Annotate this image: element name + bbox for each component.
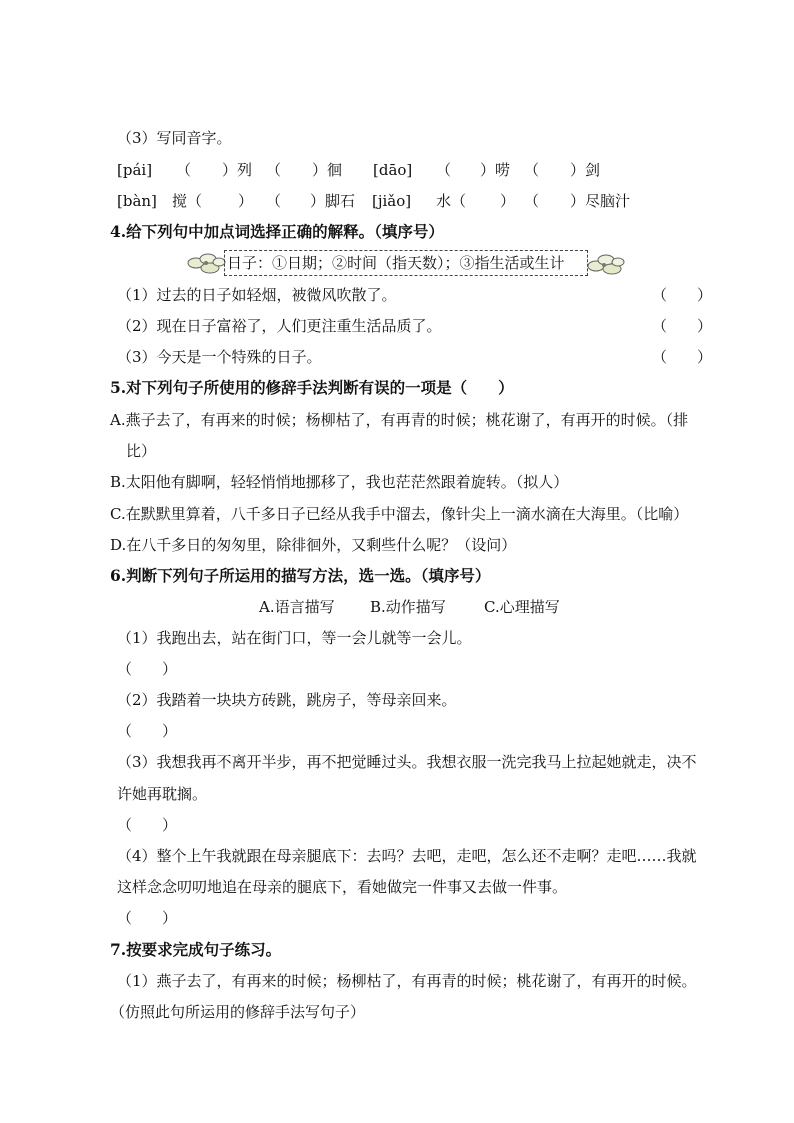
- paren-close: ）列: [222, 161, 253, 179]
- q4-item-2: （2）现在日子富裕了，人们更注重生活品质了。: [117, 317, 442, 335]
- q5-option-b: B.太阳他有脚啊，轻轻悄悄地挪移了，我也茫茫然跟着旋转。（拟人）: [110, 473, 569, 491]
- paren-open: 水（: [436, 192, 467, 210]
- paren-open: （: [266, 161, 282, 179]
- q6-item-1: （1）我跑出去，站在街门口，等一会儿就等一会儿。: [117, 629, 472, 647]
- definition-box: 日子：①日期；②时间（指天数）；③指生活或生计: [224, 250, 588, 276]
- q5-option-d: D.在八千多日的匆匆里，除徘徊外，又剩些什么呢？（设问）: [110, 536, 517, 554]
- q6-option-b: B.动作描写: [370, 598, 446, 616]
- q7-item-1-instruction: （仿照此句所运用的修辞手法写句子）: [110, 1003, 366, 1021]
- paren-close: ）唠: [480, 161, 511, 179]
- paren-close: ）脚石: [310, 192, 356, 210]
- q4-answer-blank-3[interactable]: （ ）: [652, 348, 713, 366]
- q6-answer-blank-3[interactable]: （ ）: [117, 816, 178, 834]
- q5-option-c: C.在默默里算着，八千多日子已经从我手中溜去，像针尖上一滴水滴在大海里。（比喻）: [110, 505, 689, 523]
- pinyin-dao: [dāo]: [373, 161, 413, 179]
- paren-open: （: [176, 161, 192, 179]
- paren-close: ）尽脑汁: [570, 192, 631, 210]
- q6-option-a: A.语言描写: [259, 598, 335, 616]
- q5-option-a: A.燕子去了，有再来的时候；杨柳枯了，有再青的时候；桃花谢了，有再开的时候。（排: [110, 411, 689, 429]
- flower-decoration-right-icon: [586, 252, 626, 278]
- paren-close: ）徊: [312, 161, 343, 179]
- paren-close: ）剑: [570, 161, 601, 179]
- paren-open: （: [524, 161, 540, 179]
- q6-answer-blank-4[interactable]: （ ）: [117, 909, 178, 927]
- q4-title: 4.给下列句中加点词选择正确的解释。（填序号）: [110, 222, 444, 241]
- paren-open: （: [266, 192, 282, 210]
- q6-answer-blank-2[interactable]: （ ）: [117, 722, 178, 740]
- homophone-row-2: [0, 191, 794, 211]
- paren-open: 搅（: [172, 192, 203, 210]
- q6-option-c: C.心理描写: [484, 598, 560, 616]
- paren-open: （: [436, 161, 452, 179]
- pinyin-ban: [bàn]: [117, 192, 157, 210]
- q7-title: 7.按要求完成句子练习。: [110, 940, 282, 959]
- q5-title: 5.对下列句子所使用的修辞手法判断有误的一项是（ ）: [110, 378, 514, 397]
- q6-item-3: （3）我想我再不离开半步，再不把觉睡过头。我想衣服一洗完我马上拉起她就走，决不: [117, 753, 697, 771]
- q4-answer-blank-1[interactable]: （ ）: [652, 286, 713, 304]
- q7-item-1: （1）燕子去了，有再来的时候；杨柳枯了，有再青的时候；桃花谢了，有再开的时候。: [117, 972, 697, 990]
- q6-answer-blank-1[interactable]: （ ）: [117, 660, 178, 678]
- paren-close: ）: [238, 192, 254, 210]
- q6-title: 6.判断下列句子所运用的描写方法，选一选。（填序号）: [110, 566, 491, 585]
- q5-option-a-cont: 比）: [126, 442, 157, 460]
- pinyin-pai: [pái]: [117, 161, 153, 179]
- homophone-row-1: [0, 160, 794, 180]
- q6-item-2: （2）我踏着一块块方砖跳，跳房子，等母亲回来。: [117, 691, 457, 709]
- flower-decoration-left-icon: [186, 250, 226, 276]
- pinyin-jiao: [jiǎo]: [372, 192, 412, 210]
- q4-answer-blank-2[interactable]: （ ）: [652, 317, 713, 335]
- q4-item-1: （1）过去的日子如轻烟，被微风吹散了。: [117, 286, 397, 304]
- q4-item-3: （3）今天是一个特殊的日子。: [117, 348, 322, 366]
- paren-close: ）: [500, 192, 516, 210]
- q6-item-3-cont: 许她再耽搁。: [117, 785, 208, 803]
- q3-sub3-heading: （3）写同音字。: [117, 129, 232, 147]
- q6-item-4-cont: 这样念念叨叨地追在母亲的腿底下，看她做完一件事又去做一件事。: [117, 878, 568, 896]
- paren-open: （: [524, 192, 540, 210]
- q6-item-4: （4）整个上午我就跟在母亲腿底下：去吗？去吧，走吧，怎么还不走啊？走吧……我就: [117, 847, 697, 865]
